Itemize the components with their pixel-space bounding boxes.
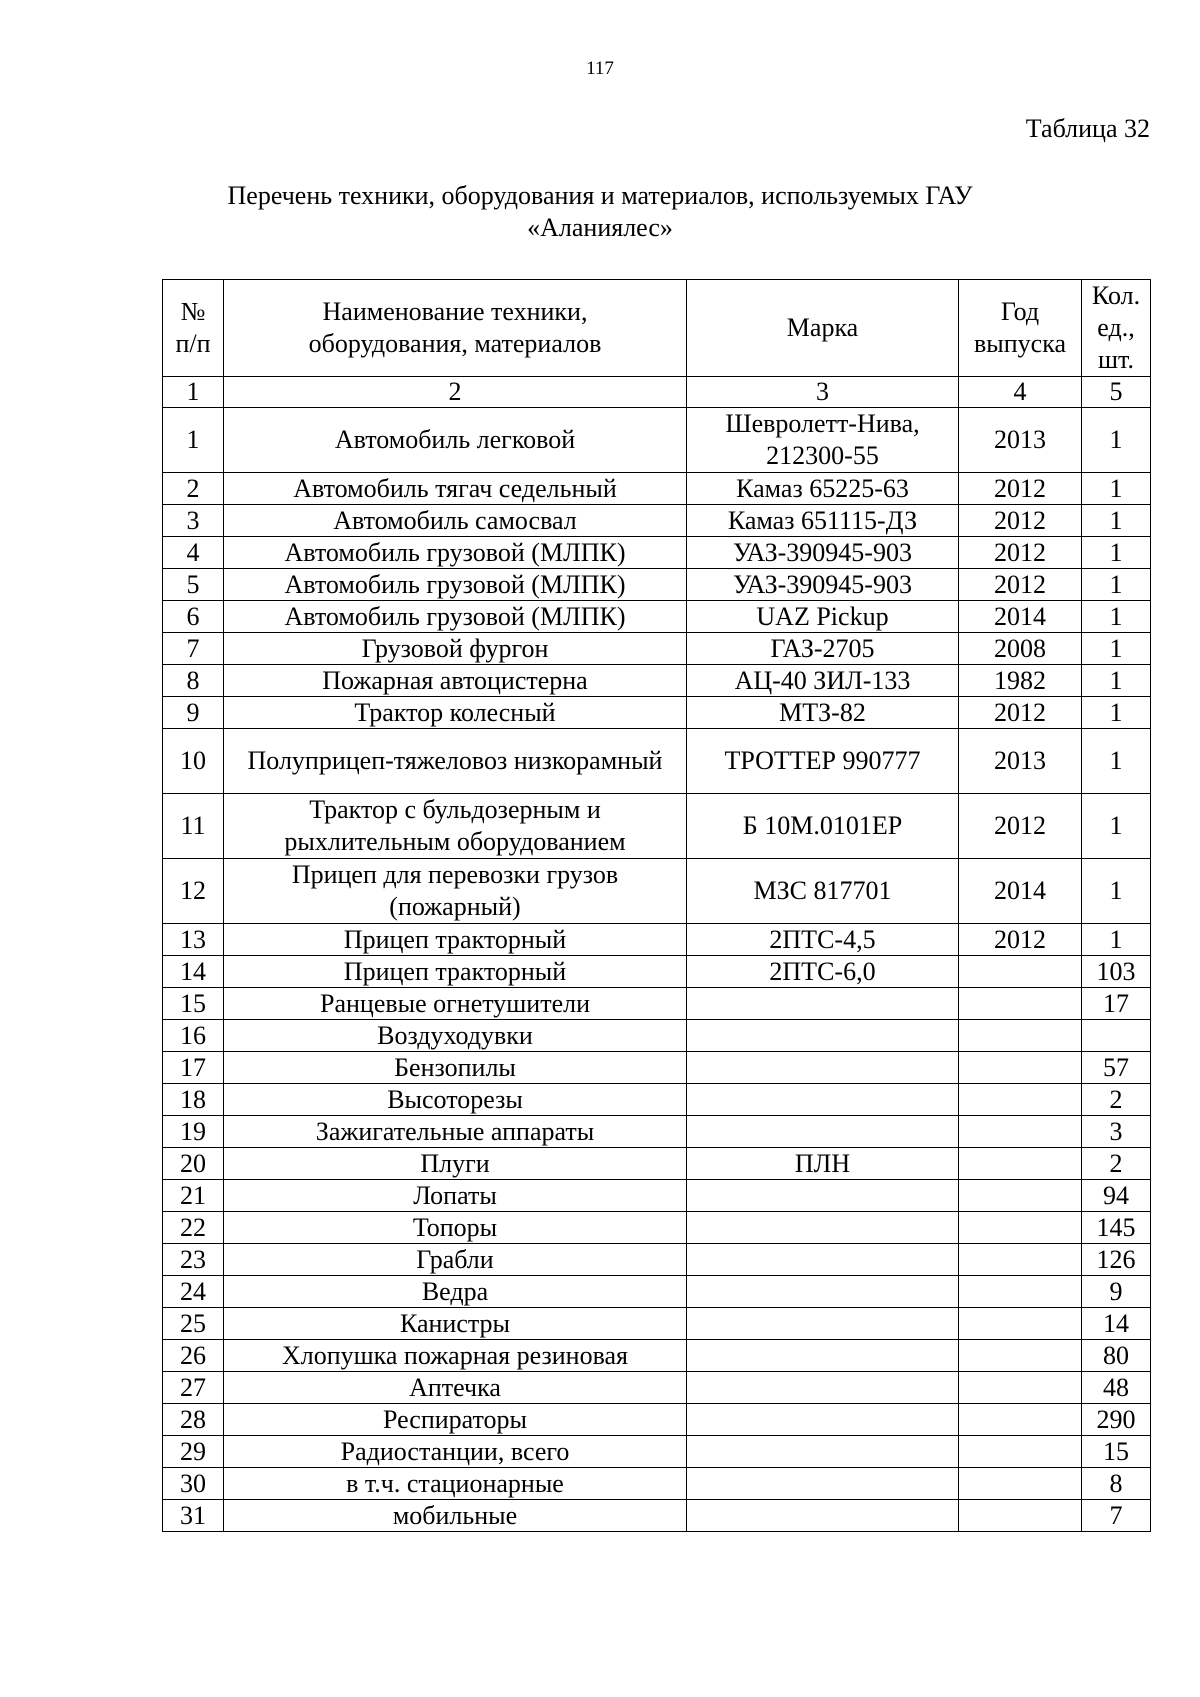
header-name: Наименование техники, оборудования, материалов [224, 280, 687, 377]
column-index: 4 [959, 377, 1082, 408]
cell-year [959, 1500, 1082, 1532]
cell-name: Автомобиль грузовой (МЛПК) [224, 601, 687, 633]
cell-brand: Б 10М.0101ЕР [687, 794, 959, 859]
cell-num: 30 [163, 1468, 224, 1500]
cell-name: Прицеп тракторный [224, 956, 687, 988]
cell-num: 16 [163, 1020, 224, 1052]
cell-num: 9 [163, 697, 224, 729]
cell-num: 23 [163, 1244, 224, 1276]
cell-brand [687, 1404, 959, 1436]
cell-num: 31 [163, 1500, 224, 1532]
cell-name: Полуприцеп-тяжеловоз низкорамный [224, 729, 687, 794]
cell-qty: 57 [1082, 1052, 1151, 1084]
table-row [163, 1340, 1151, 1372]
cell-brand: 2ПТС-6,0 [687, 956, 959, 988]
cell-year [959, 1116, 1082, 1148]
table-row [163, 1084, 1151, 1116]
table-row [163, 1468, 1151, 1500]
cell-num: 27 [163, 1372, 224, 1404]
table-row [163, 569, 1151, 601]
cell-brand: ПЛН [687, 1148, 959, 1180]
header-brand: Марка [687, 280, 959, 377]
table-row [163, 537, 1151, 569]
cell-name: Плуги [224, 1148, 687, 1180]
column-index: 3 [687, 377, 959, 408]
cell-qty: 8 [1082, 1468, 1151, 1500]
cell-brand: ТРОТТЕР 990777 [687, 729, 959, 794]
cell-brand [687, 1116, 959, 1148]
cell-num: 29 [163, 1436, 224, 1468]
column-index: 2 [224, 377, 687, 408]
equipment-table [162, 279, 1151, 1532]
caption-line-2: «Аланиялес» [527, 213, 673, 242]
cell-qty: 7 [1082, 1500, 1151, 1532]
cell-brand [687, 1468, 959, 1500]
cell-qty: 1 [1082, 665, 1151, 697]
cell-num: 2 [163, 473, 224, 505]
cell-num: 24 [163, 1276, 224, 1308]
column-index: 1 [163, 377, 224, 408]
cell-name: Прицеп тракторный [224, 924, 687, 956]
cell-num: 13 [163, 924, 224, 956]
cell-brand: Камаз 651115-ДЗ [687, 505, 959, 537]
cell-qty: 126 [1082, 1244, 1151, 1276]
cell-name: Зажигательные аппараты [224, 1116, 687, 1148]
cell-name: Трактор с бульдозерным и рыхлительным оборудованием [224, 794, 687, 859]
cell-qty [1082, 1020, 1151, 1052]
cell-qty: 1 [1082, 537, 1151, 569]
cell-year [959, 956, 1082, 988]
header-num: № п/п [163, 280, 224, 377]
cell-year: 2013 [959, 408, 1082, 473]
cell-brand [687, 1308, 959, 1340]
cell-year [959, 1052, 1082, 1084]
table-row [163, 633, 1151, 665]
cell-year: 2012 [959, 569, 1082, 601]
table-row [163, 408, 1151, 473]
cell-brand: УАЗ-390945-903 [687, 537, 959, 569]
cell-year [959, 1404, 1082, 1436]
table-row [163, 956, 1151, 988]
cell-year [959, 1148, 1082, 1180]
cell-brand [687, 1244, 959, 1276]
cell-name: Ведра [224, 1276, 687, 1308]
cell-qty: 1 [1082, 505, 1151, 537]
header-qty: Кол. ед., шт. [1082, 280, 1151, 377]
table-row [163, 473, 1151, 505]
cell-name: Аптечка [224, 1372, 687, 1404]
cell-name: Автомобиль самосвал [224, 505, 687, 537]
cell-qty: 1 [1082, 859, 1151, 924]
cell-num: 11 [163, 794, 224, 859]
cell-qty: 1 [1082, 601, 1151, 633]
table-row [163, 1372, 1151, 1404]
table-row [163, 1244, 1151, 1276]
cell-qty: 1 [1082, 569, 1151, 601]
header-row [163, 280, 1151, 377]
cell-brand [687, 1052, 959, 1084]
cell-name: Автомобиль грузовой (МЛПК) [224, 537, 687, 569]
cell-qty: 48 [1082, 1372, 1151, 1404]
cell-year [959, 1244, 1082, 1276]
table-row [163, 794, 1151, 859]
table-row [163, 601, 1151, 633]
header-year: Год выпуска [959, 280, 1082, 377]
cell-num: 22 [163, 1212, 224, 1244]
table-row [163, 1180, 1151, 1212]
cell-year [959, 1020, 1082, 1052]
cell-brand [687, 1500, 959, 1532]
table-row [163, 859, 1151, 924]
table-caption [0, 180, 1200, 244]
cell-year: 2012 [959, 473, 1082, 505]
table-row [163, 1116, 1151, 1148]
cell-qty: 17 [1082, 988, 1151, 1020]
cell-qty: 2 [1082, 1148, 1151, 1180]
cell-num: 3 [163, 505, 224, 537]
cell-qty: 145 [1082, 1212, 1151, 1244]
cell-brand: Камаз 65225-63 [687, 473, 959, 505]
table-row [163, 1436, 1151, 1468]
cell-num: 19 [163, 1116, 224, 1148]
cell-year [959, 1180, 1082, 1212]
cell-year [959, 1340, 1082, 1372]
table-row [163, 1404, 1151, 1436]
cell-year [959, 1084, 1082, 1116]
cell-num: 25 [163, 1308, 224, 1340]
table-row [163, 924, 1151, 956]
cell-brand [687, 1180, 959, 1212]
table-row [163, 729, 1151, 794]
cell-qty: 15 [1082, 1436, 1151, 1468]
cell-name: Бензопилы [224, 1052, 687, 1084]
cell-qty: 3 [1082, 1116, 1151, 1148]
cell-num: 17 [163, 1052, 224, 1084]
cell-qty: 1 [1082, 794, 1151, 859]
cell-qty: 1 [1082, 473, 1151, 505]
table-row [163, 1020, 1151, 1052]
cell-name: Высоторезы [224, 1084, 687, 1116]
cell-num: 26 [163, 1340, 224, 1372]
cell-year: 2012 [959, 537, 1082, 569]
table-row [163, 988, 1151, 1020]
cell-name: Радиостанции, всего [224, 1436, 687, 1468]
cell-year [959, 1308, 1082, 1340]
cell-qty: 94 [1082, 1180, 1151, 1212]
cell-year [959, 1212, 1082, 1244]
cell-brand [687, 1436, 959, 1468]
cell-brand [687, 1372, 959, 1404]
cell-year [959, 1276, 1082, 1308]
table-row [163, 697, 1151, 729]
table-label: Таблица 32 [1025, 114, 1150, 143]
cell-num: 14 [163, 956, 224, 988]
table-row [163, 1500, 1151, 1532]
cell-name: мобильные [224, 1500, 687, 1532]
cell-year [959, 1372, 1082, 1404]
cell-year: 2012 [959, 794, 1082, 859]
cell-num: 7 [163, 633, 224, 665]
cell-brand: UAZ Pickup [687, 601, 959, 633]
cell-year: 2008 [959, 633, 1082, 665]
cell-name: Трактор колесный [224, 697, 687, 729]
cell-name: Автомобиль легковой [224, 408, 687, 473]
cell-brand [687, 1212, 959, 1244]
table-row [163, 1052, 1151, 1084]
cell-qty: 9 [1082, 1276, 1151, 1308]
cell-name: в т.ч. стационарные [224, 1468, 687, 1500]
cell-brand: АЦ-40 ЗИЛ-133 [687, 665, 959, 697]
cell-year: 2013 [959, 729, 1082, 794]
caption-line-1: Перечень техники, оборудования и материалов, используемых ГАУ [227, 181, 973, 210]
cell-name: Автомобиль грузовой (МЛПК) [224, 569, 687, 601]
cell-num: 12 [163, 859, 224, 924]
table-row [163, 1308, 1151, 1340]
cell-qty: 14 [1082, 1308, 1151, 1340]
cell-name: Лопаты [224, 1180, 687, 1212]
cell-num: 4 [163, 537, 224, 569]
cell-num: 18 [163, 1084, 224, 1116]
table-row [163, 505, 1151, 537]
cell-qty: 1 [1082, 697, 1151, 729]
cell-year: 2012 [959, 697, 1082, 729]
cell-name: Ранцевые огнетушители [224, 988, 687, 1020]
cell-num: 5 [163, 569, 224, 601]
cell-name: Воздуходувки [224, 1020, 687, 1052]
cell-brand [687, 1276, 959, 1308]
cell-name: Автомобиль тягач седельный [224, 473, 687, 505]
cell-year: 2014 [959, 601, 1082, 633]
table-row [163, 1212, 1151, 1244]
cell-name: Респираторы [224, 1404, 687, 1436]
cell-qty: 1 [1082, 729, 1151, 794]
cell-qty: 290 [1082, 1404, 1151, 1436]
cell-num: 6 [163, 601, 224, 633]
cell-brand [687, 988, 959, 1020]
cell-brand: МТЗ-82 [687, 697, 959, 729]
cell-year [959, 988, 1082, 1020]
cell-name: Грузовой фургон [224, 633, 687, 665]
cell-num: 20 [163, 1148, 224, 1180]
cell-num: 28 [163, 1404, 224, 1436]
cell-year: 1982 [959, 665, 1082, 697]
table-row [163, 1276, 1151, 1308]
cell-qty: 1 [1082, 924, 1151, 956]
column-index-row [163, 377, 1151, 408]
cell-brand [687, 1084, 959, 1116]
cell-qty: 103 [1082, 956, 1151, 988]
cell-year: 2012 [959, 924, 1082, 956]
cell-brand: УАЗ-390945-903 [687, 569, 959, 601]
cell-brand: Шевролетт-Нива, 212300-55 [687, 408, 959, 473]
cell-name: Пожарная автоцистерна [224, 665, 687, 697]
cell-num: 21 [163, 1180, 224, 1212]
cell-qty: 1 [1082, 633, 1151, 665]
cell-brand: МЗС 817701 [687, 859, 959, 924]
cell-year [959, 1468, 1082, 1500]
cell-brand [687, 1020, 959, 1052]
cell-name: Хлопушка пожарная резиновая [224, 1340, 687, 1372]
cell-qty: 80 [1082, 1340, 1151, 1372]
cell-brand [687, 1340, 959, 1372]
table-row [163, 1148, 1151, 1180]
cell-name: Канистры [224, 1308, 687, 1340]
cell-num: 1 [163, 408, 224, 473]
cell-qty: 1 [1082, 408, 1151, 473]
cell-num: 15 [163, 988, 224, 1020]
table-row [163, 665, 1151, 697]
cell-num: 10 [163, 729, 224, 794]
cell-year [959, 1436, 1082, 1468]
cell-brand: ГАЗ-2705 [687, 633, 959, 665]
cell-name: Грабли [224, 1244, 687, 1276]
column-index: 5 [1082, 377, 1151, 408]
cell-name: Топоры [224, 1212, 687, 1244]
cell-brand: 2ПТС-4,5 [687, 924, 959, 956]
cell-qty: 2 [1082, 1084, 1151, 1116]
page-number: 117 [586, 58, 614, 79]
cell-num: 8 [163, 665, 224, 697]
cell-name: Прицеп для перевозки грузов (пожарный) [224, 859, 687, 924]
cell-year: 2012 [959, 505, 1082, 537]
cell-year: 2014 [959, 859, 1082, 924]
